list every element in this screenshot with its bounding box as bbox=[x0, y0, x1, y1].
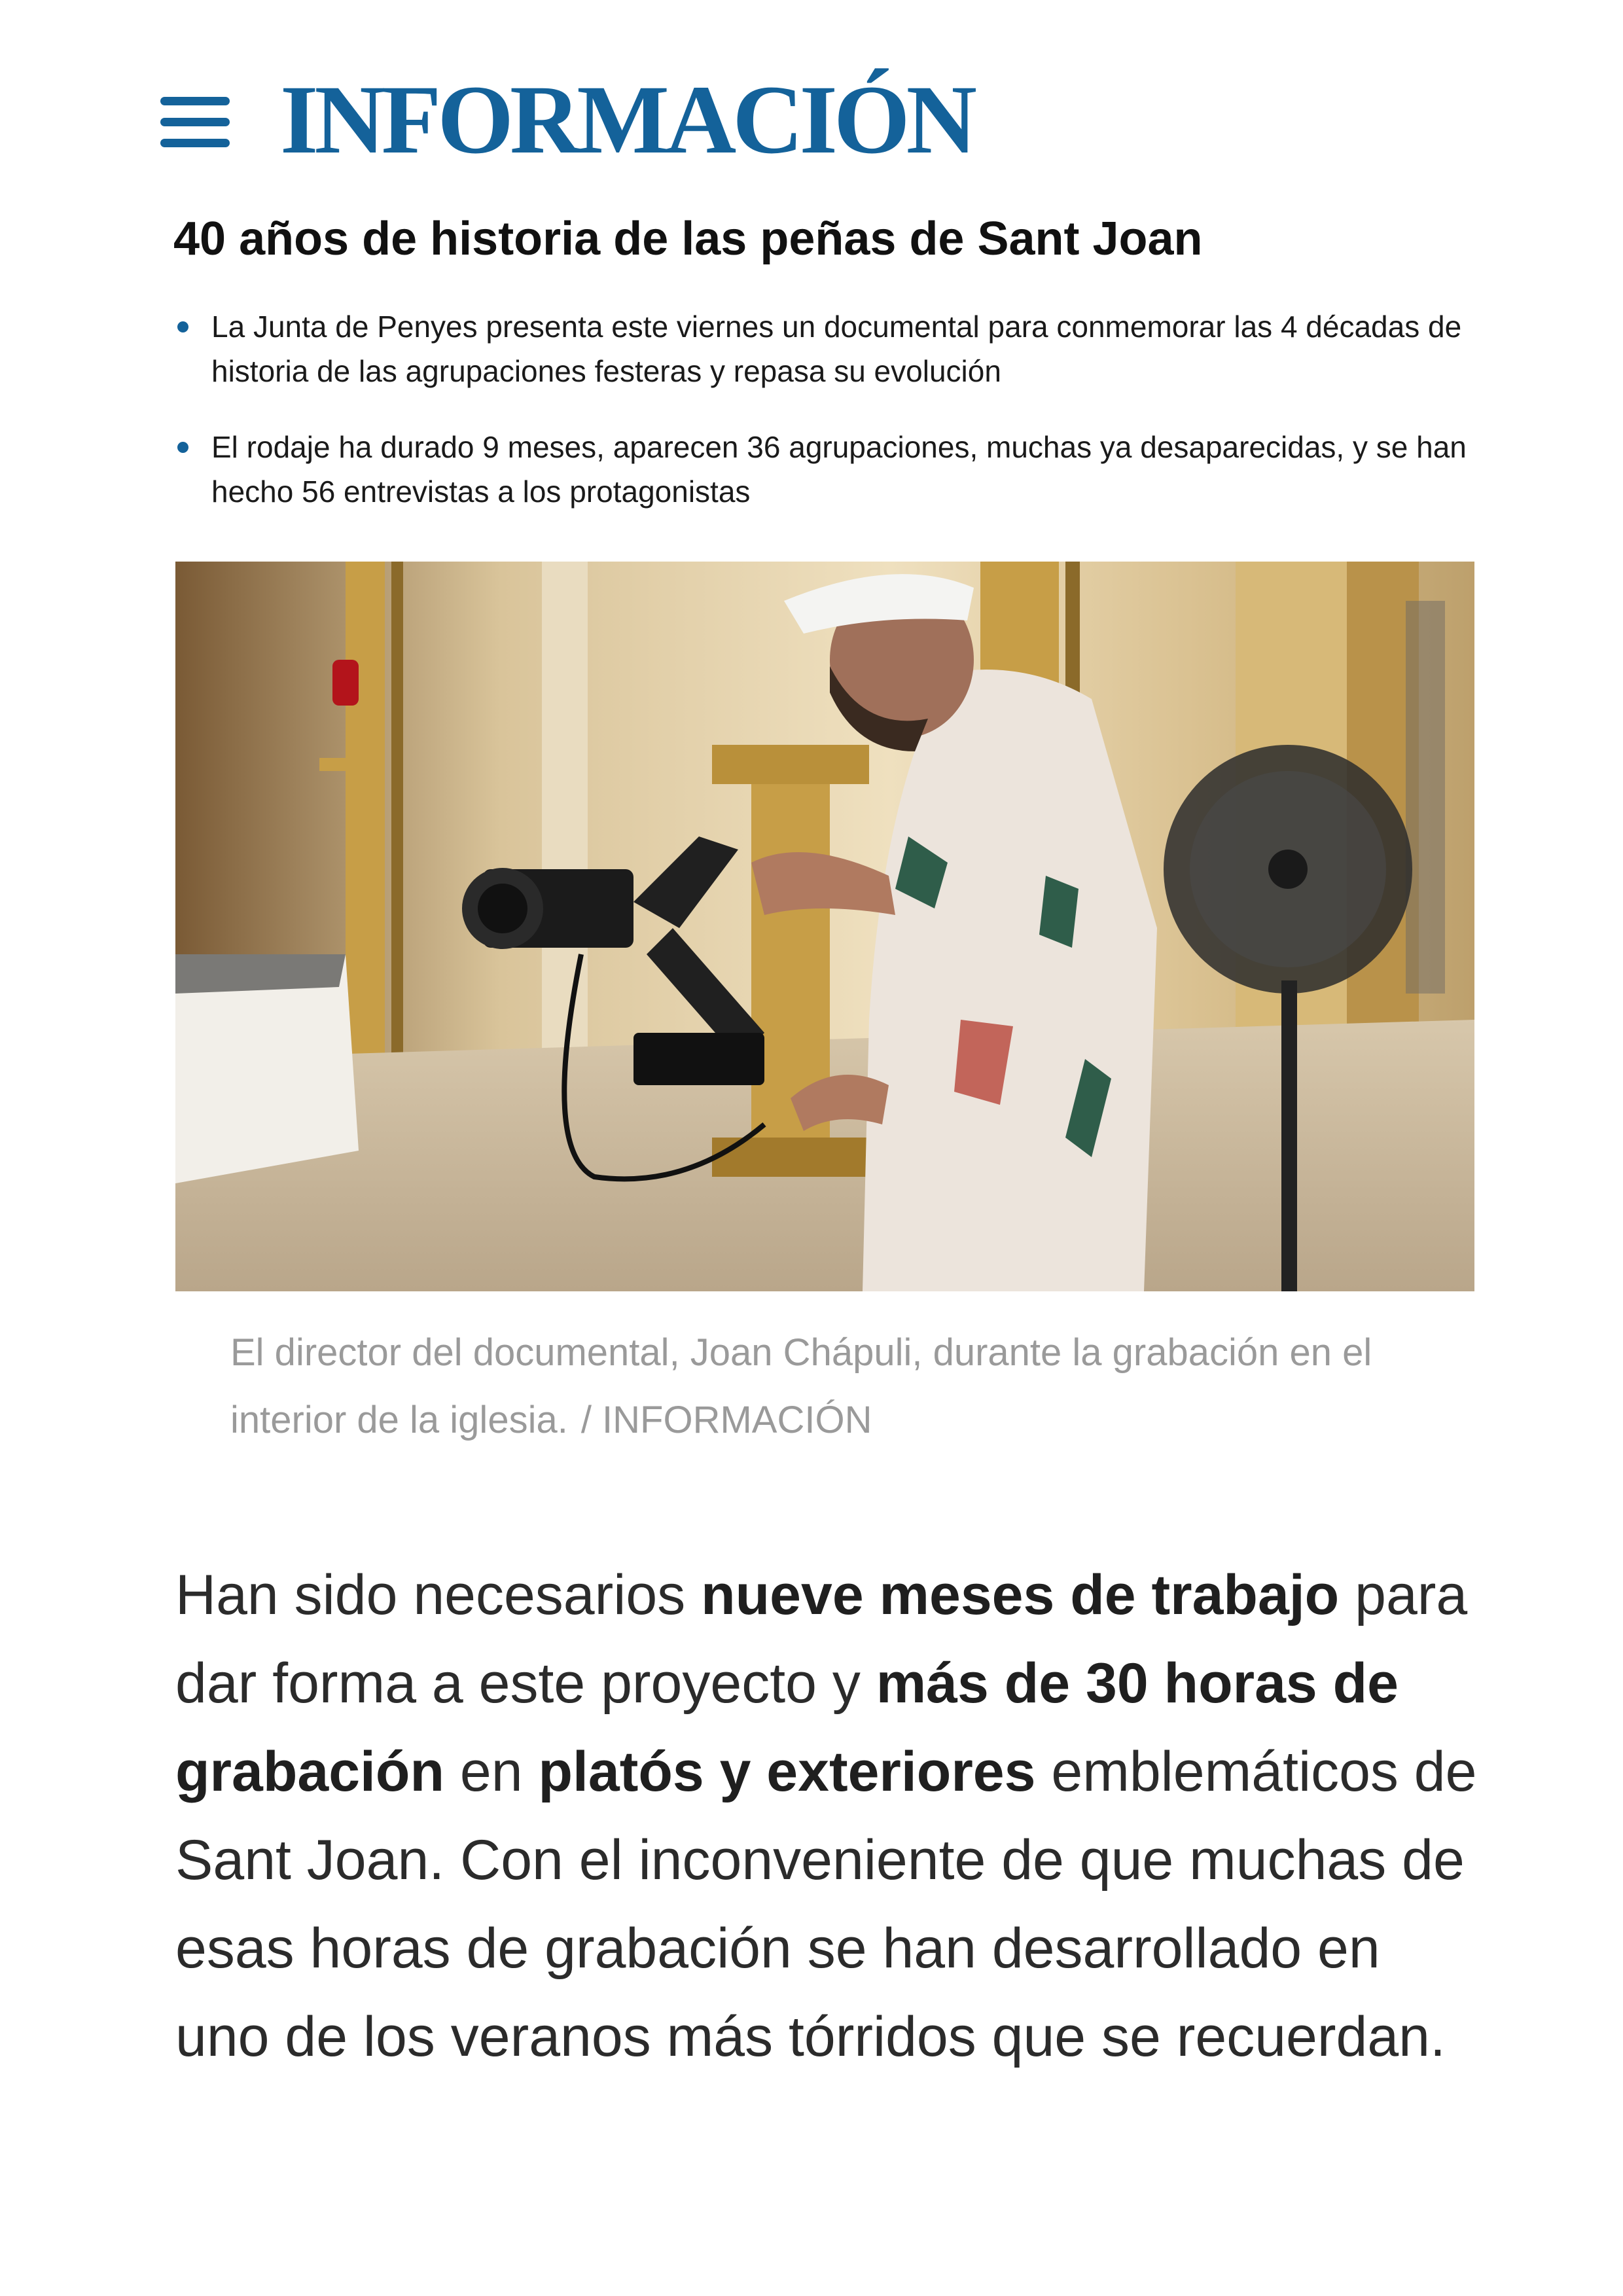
summary-item bbox=[173, 304, 1495, 393]
photo-credit: / INFORMACIÓN bbox=[580, 1399, 872, 1441]
body-text-run: emblemáticos de Sant Joan. Con el inconveniente de que muchas de esas horas de grabación se han desarrollado en uno de los veranos más tórridos que se recuerdan. bbox=[175, 1740, 1477, 2068]
site-logo[interactable]: INFORMACIÓN bbox=[280, 65, 973, 174]
article-title: 40 años de historia de las peñas de Sant Joan bbox=[173, 213, 1203, 265]
summary-text: La Junta de Penyes presenta este viernes un documental para conmemorar las 4 décadas de historia de las agrupaciones festeras y repasa su evolución bbox=[211, 310, 1462, 388]
photo-illustration bbox=[175, 562, 1474, 1291]
article-summary bbox=[173, 304, 1495, 545]
body-text-run: en bbox=[444, 1740, 539, 1803]
site-header bbox=[0, 0, 1623, 174]
photo-caption bbox=[230, 1319, 1474, 1454]
menu-bar bbox=[160, 97, 230, 105]
body-bold-run: nueve meses de trabajo bbox=[701, 1564, 1340, 1626]
bullet-icon bbox=[177, 442, 188, 453]
body-text-run: Han sido necesarios bbox=[175, 1564, 702, 1626]
summary-item bbox=[173, 425, 1495, 514]
caption-text: El director del documental, Joan Chápuli, durante la grabación en el interior de la iglesia. bbox=[230, 1331, 1372, 1441]
menu-bar bbox=[160, 139, 230, 147]
body-text-run: para dar forma a este proyecto y bbox=[175, 1564, 1468, 1715]
menu-bar bbox=[160, 118, 230, 126]
bullet-icon bbox=[177, 321, 188, 332]
body-bold-run: platós y exteriores bbox=[538, 1740, 1036, 1803]
hamburger-menu-icon[interactable] bbox=[160, 92, 232, 151]
body-bold-run: más de 30 horas de grabación bbox=[175, 1652, 1399, 1803]
summary-text: El rodaje ha durado 9 meses, aparecen 36 agrupaciones, muchas ya desaparecidas, y se han hecho 56 entrevistas a los protagonistas bbox=[211, 430, 1467, 509]
article-body-paragraph bbox=[175, 1551, 1484, 2081]
article-photo[interactable] bbox=[175, 562, 1474, 1291]
